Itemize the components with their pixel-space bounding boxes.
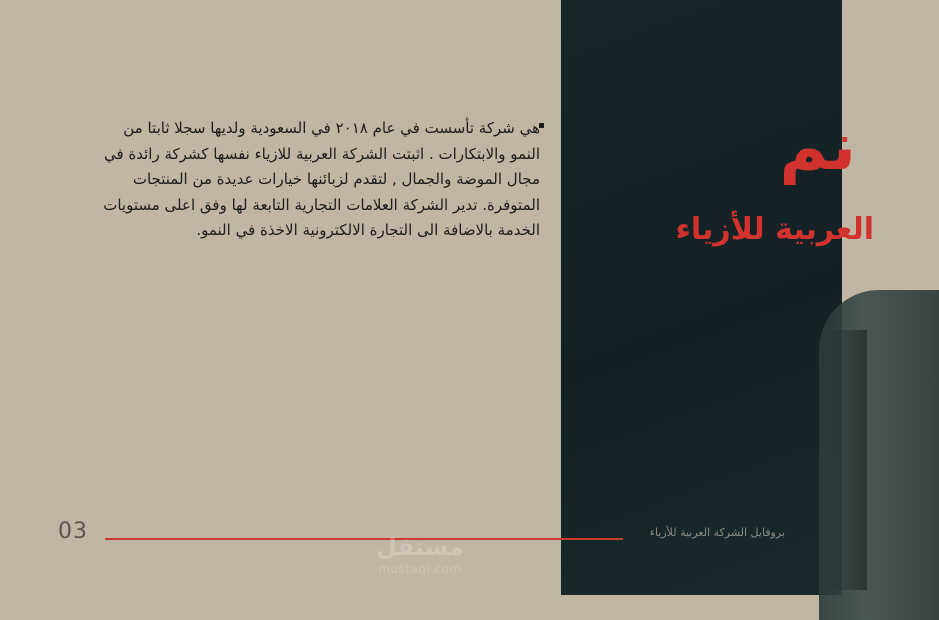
watermark-logo — [368, 532, 472, 576]
footer-divider — [105, 538, 623, 540]
watermark-arabic: مستقل — [376, 533, 464, 561]
cover-heading-fragment: نم — [779, 108, 856, 185]
watermark-latin: mostaql.com — [378, 562, 462, 576]
portrait-shadow — [827, 330, 867, 590]
cover-subtitle: العربية للأزياء — [675, 212, 874, 247]
page-number: 03 — [58, 519, 88, 544]
company-description: هي شركة تأسست في عام ٢٠١٨ في السعودية ولديها سجلا ثابتا من النمو والابتكارات . اثبتت الشركة العربية للازياء نفسها كشركة رائدة في مجال الموضة والجمال , لتقدم لزبائنها خيارات عديدة من المنتجات المتوفرة. تدير الشركة العلامات التجارية التابعة لها وفق اعلى مستويات الخدمة بالاضافة الى التجارة الالكترونية الاخذة في النمو. — [103, 119, 540, 239]
footer-label: بروفايل الشركة العربية للأزياء — [649, 526, 785, 539]
right-panel — [561, 0, 842, 595]
